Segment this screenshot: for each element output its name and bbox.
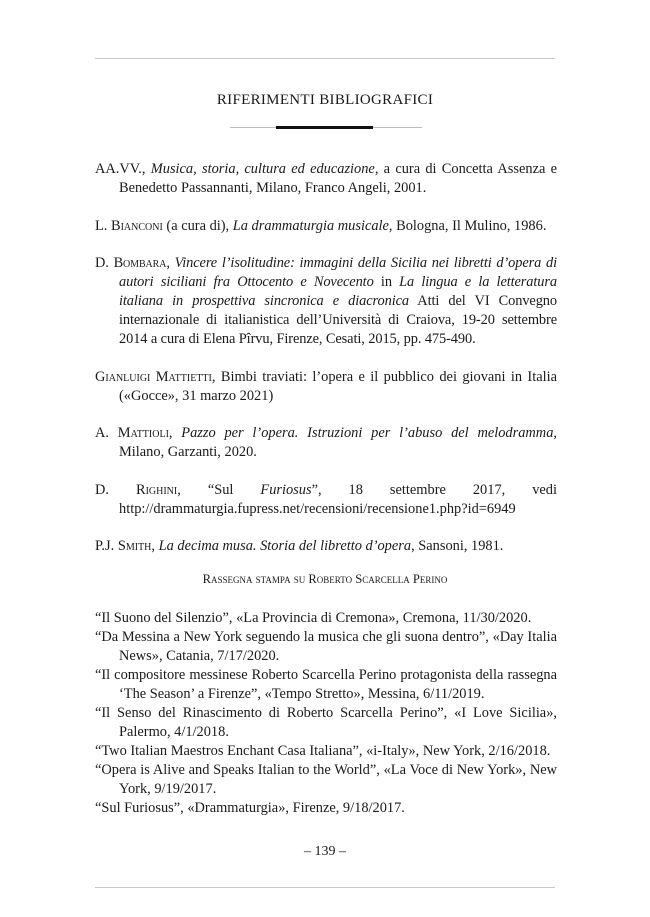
page-number: – 139 – [304,844,346,859]
bibliography-entry: AA.VV., Musica, storia, cultura ed educazione, a cura di Concetta Assenza e Benedetto Passannanti, Milano, Franco Angeli, 2001. [95,161,557,196]
entry-author: Bombara [113,255,167,271]
entry-title: Vincere l’isolitudine: immagini della Sicilia nei libretti d’opera di autori siciliani fra Ottocento e Novecento [119,255,557,290]
entry-author: Smith [117,538,152,554]
bibliography-entry: D. Righini, “Sul Furiosus”, 18 settembre 2017, vedi http://drammaturgia.fupress.net/recensioni/recensione1.php?id=6949 [95,481,557,517]
press-item: “Il compositore messinese Roberto Scarcella Perino protagonista della rassegna ‘The Season’ a Firenze”, «Tempo Stretto», Messina, 6/11/2019. [95,667,557,702]
bibliography-entry: P.J. Smith, La decima musa. Storia del libretto d’opera, Sansoni, 1981. [95,538,504,554]
entry-author: Gianluigi Mattietti [95,368,212,385]
press-list [95,609,557,818]
press-item: “Opera is Alive and Speaks Italian to the World”, «La Voce di New York», New York, 9/19/2017. [95,762,557,797]
entry-volume-title: La lingua e la letteratura italiana in prospettiva sincronica e diacronica [119,274,557,309]
press-item: “Il Senso del Rinascimento di Roberto Scarcella Perino”, «I Love Sicilia», Palermo, 4/1/2018. [95,705,557,740]
bibliography-entry: A. Mattioli, Pazzo per l’opera. Istruzioni per l’abuso del melodramma, Milano, Garzanti, 2020. [95,425,557,460]
entry-title: La drammaturgia musicale [232,217,389,234]
press-item: “Two Italian Maestros Enchant Casa Italiana”, «i-Italy», New York, 2/16/2018. [95,743,551,759]
entry-title: Furiosus [260,481,312,498]
entry-author: Bianconi [111,217,163,234]
entry-author: Mattioli [117,425,169,441]
entry-title: La decima musa. Storia del libretto d’opera [158,538,412,554]
entry-title: Pazzo per l’opera. Istruzioni per l’abuso del melodramma [181,425,554,441]
title-underline-accent [276,126,373,129]
page-title: RIFERIMENTI BIBLIOGRAFICI [216,92,434,108]
entry-title: Musica, storia, cultura ed educazione [150,161,375,177]
press-item: “Da Messina a New York seguendo la musica che gli suona dentro”, «Day Italia News», Catania, 7/17/2020. [95,629,557,664]
bibliography-entry: Gianluigi Mattietti, Bimbi traviati: l’opera e il pubblico dei giovani in Italia («Gocce», 31 marzo 2021) [95,368,557,404]
bibliography-entry: D. Bombara, Vincere l’isolitudine: immagini della Sicilia nei libretti d’opera di autori siciliani fra Ottocento e Novecento in La lingua e la letteratura italiana in prospettiva sincronica e diacronica Atti del VI Convegno internazionale di italianistica dell’Università di Craiova, 19-20 settembre 2014 a cura di Elena Pîrvu, Firenze, Cesati, 2015, pp. 475-490. [95,255,557,347]
entry-author: Righini [135,481,178,498]
press-item: “Il Suono del Silenzio”, «La Provincia di Cremona», Cremona, 11/30/2020. [95,610,532,626]
press-heading: Rassegna stampa su Roberto Scarcella Perino [202,572,448,586]
bottom-rule [95,887,555,888]
press-item: “Sul Furiosus”, «Drammaturgia», Firenze, 9/18/2017. [95,800,405,816]
bibliography-list [95,160,557,575]
bibliography-entry: L. Bianconi (a cura di), La drammaturgia musicale, Bologna, Il Mulino, 1986. [95,217,547,234]
top-rule [95,58,555,59]
